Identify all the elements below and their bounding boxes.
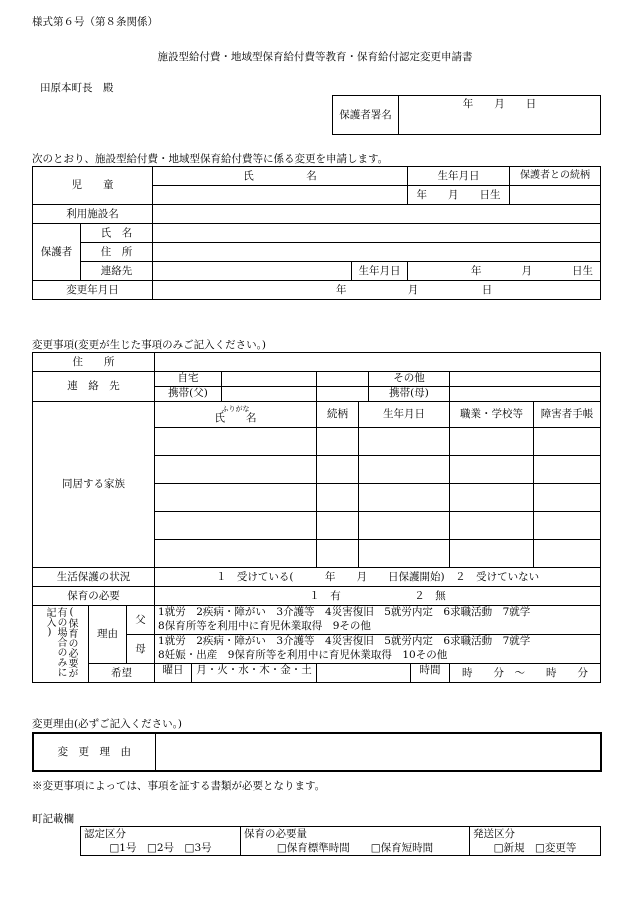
family-cell[interactable] (450, 512, 534, 540)
family-label: 同居する家族 (33, 402, 155, 568)
mother-reason-field[interactable]: 1就労 2疾病・障がい 3介護等 4災害復旧 5就労内定 6求職活動 7就学 8妊娠・出産 9保育所等を利用中に育児休業取得 10その他 (155, 635, 601, 664)
time-field[interactable]: 時 分 ～ 時 分 (450, 664, 601, 683)
guardian-contact-field[interactable] (153, 262, 352, 281)
guardian-name-field[interactable] (153, 224, 601, 243)
signature-date: 年 月 日 (462, 98, 537, 110)
family-row[interactable] (155, 484, 317, 512)
other-phone-field[interactable] (450, 372, 601, 387)
family-row[interactable] (155, 428, 317, 456)
family-cell[interactable] (359, 456, 450, 484)
family-cell[interactable] (317, 540, 359, 568)
child-relation-header: 保護者との続柄 (510, 167, 601, 186)
child-label: 児 童 (33, 167, 153, 205)
reason-field[interactable] (155, 733, 601, 771)
guardian-label: 保護者 (33, 224, 81, 281)
family-cell[interactable] (450, 484, 534, 512)
family-cell[interactable] (359, 428, 450, 456)
welfare-field[interactable]: １ 受けている( 年 月 日保護開始) ２ 受けていない (155, 568, 601, 587)
mother-label: 母 (127, 635, 155, 664)
weekday-label: 曜日 (155, 664, 192, 682)
family-row[interactable] (155, 512, 317, 540)
father-mobile-cell[interactable] (155, 387, 317, 402)
family-cell[interactable] (534, 456, 601, 484)
family-cell[interactable] (450, 540, 534, 568)
cert-options[interactable]: □1号 □2号 □3号 (81, 841, 241, 856)
reason-label: 変 更 理 由 (33, 733, 155, 771)
child-name-header: 氏 名 (153, 167, 408, 186)
note-text: ※変更事項によっては、事項を証する書類が必要となります。 (32, 780, 326, 792)
wish-weekday-cell[interactable] (155, 664, 317, 683)
applicant-table (32, 166, 601, 300)
guardian-contact-label: 連絡先 (81, 262, 153, 281)
changes-table (32, 352, 601, 683)
change-address-label: 住 所 (33, 353, 155, 372)
child-birth-field[interactable]: 年 月 日生 (408, 186, 510, 205)
change-contact-label: 連 絡 先 (33, 372, 155, 402)
family-cell[interactable] (534, 512, 601, 540)
family-cell[interactable] (359, 540, 450, 568)
signature-table (332, 95, 601, 135)
addressee: 田原本町長 殿 (40, 82, 114, 94)
family-cell[interactable] (534, 540, 601, 568)
wish-time-cell[interactable] (317, 664, 450, 683)
family-relation-header: 続柄 (317, 402, 359, 428)
child-relation-field[interactable] (510, 186, 601, 205)
send-label: 発送区分 (470, 827, 601, 842)
form-number: 様式第６号（第８条関係） (32, 16, 158, 28)
father-mobile-label: 携帯(父) (155, 387, 222, 401)
family-cell[interactable] (450, 428, 534, 456)
side-note-cell (33, 606, 89, 683)
family-cell[interactable] (317, 512, 359, 540)
father-reason-field[interactable]: 1就労 2疾病・障がい 3介護等 4災害復旧 5就労内定 6求職活動 7就学 8保育所等を利用中に育児休業取得 9その他 (155, 606, 601, 635)
office-heading: 町記載欄 (32, 813, 74, 825)
signature-label: 保護者署名 (333, 96, 399, 135)
send-options[interactable]: □新規 □変更等 (470, 841, 601, 856)
child-birth-header: 生年月日 (408, 167, 510, 186)
family-cell[interactable] (317, 456, 359, 484)
home-phone-cell[interactable] (155, 372, 317, 387)
side-note: (保育の必要が有の場合のみに記入) (44, 607, 77, 678)
change-date-label: 変更年月日 (33, 281, 153, 300)
family-name-header: ふりがな 氏 名 (155, 402, 317, 428)
reason-label: 理由 (89, 606, 127, 664)
home-phone-label: 自宅 (155, 372, 222, 386)
family-cell[interactable] (534, 484, 601, 512)
family-birth-header: 生年月日 (359, 402, 450, 428)
family-cell[interactable] (359, 484, 450, 512)
mother-mobile-cell[interactable] (317, 387, 450, 402)
family-cell[interactable] (317, 484, 359, 512)
reason-heading: 変更理由(必ずご記入ください。) (32, 718, 182, 730)
need-label: 保育の必要 (33, 587, 155, 606)
cert-label: 認定区分 (81, 827, 241, 842)
mother-mobile-label: 携帯(母) (368, 387, 449, 401)
time-label: 時間 (410, 664, 449, 682)
other-phone-label: その他 (368, 372, 449, 386)
guardian-address-field[interactable] (153, 243, 601, 262)
family-row[interactable] (155, 540, 317, 568)
family-cell[interactable] (359, 512, 450, 540)
welfare-label: 生活保護の状況 (33, 568, 155, 587)
family-disability-header: 障害者手帳 (534, 402, 601, 428)
other-phone-cell[interactable] (317, 372, 450, 387)
family-cell[interactable] (450, 456, 534, 484)
wish-label: 希望 (89, 664, 155, 683)
form-title: 施設型給付費・地域型保育給付費等教育・保育給付認定変更申請書 (157, 51, 473, 63)
father-label: 父 (127, 606, 155, 635)
reason-table (32, 732, 602, 772)
guardian-birth-field[interactable]: 年 月 日生 (408, 262, 601, 281)
intro-text: 次のとおり、施設型給付費・地域型保育給付費等に係る変更を申請します。 (32, 153, 389, 165)
office-need-label: 保育の必要量 (241, 827, 470, 842)
office-table (80, 826, 601, 856)
weekday-options: 月・火・水・木・金・土 (196, 664, 312, 676)
signature-field[interactable] (399, 96, 601, 135)
family-cell[interactable] (534, 428, 601, 456)
change-date-field[interactable]: 年 月 日 (153, 281, 601, 300)
guardian-name-label: 氏 名 (81, 224, 153, 243)
guardian-address-label: 住 所 (81, 243, 153, 262)
guardian-birth-label: 生年月日 (352, 262, 408, 281)
facility-field[interactable] (153, 205, 601, 224)
child-name-field[interactable] (153, 186, 408, 205)
office-need-options[interactable]: □保育標準時間 □保育短時間 (241, 841, 470, 856)
need-field[interactable]: １ 有 ２ 無 (155, 587, 601, 606)
family-cell[interactable] (317, 428, 359, 456)
family-row[interactable] (155, 456, 317, 484)
changes-heading: 変更事項(変更が生じた事項のみご記入ください。) (32, 339, 266, 351)
facility-label: 利用施設名 (33, 205, 153, 224)
mother-mobile-field[interactable] (450, 387, 601, 402)
family-job-header: 職業・学校等 (450, 402, 534, 428)
change-address-field[interactable] (155, 353, 601, 372)
